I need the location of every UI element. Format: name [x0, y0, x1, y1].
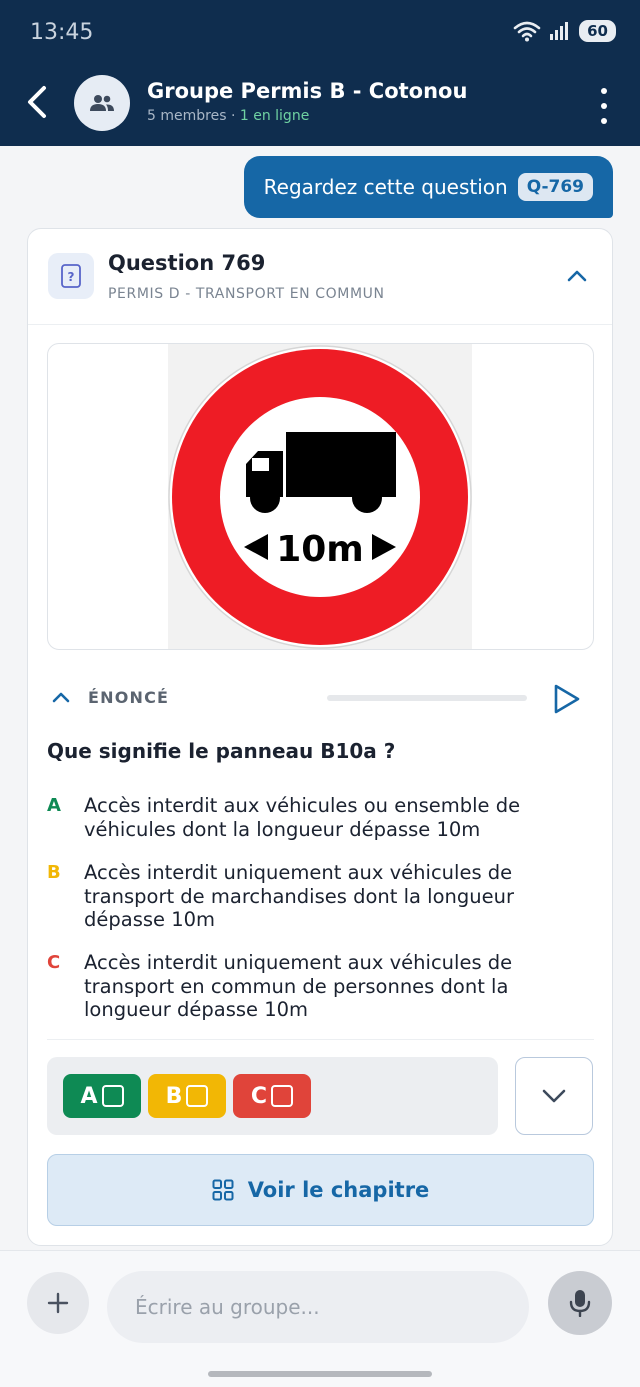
- chevron-up-icon: [566, 265, 588, 287]
- back-arrow-icon: [22, 82, 56, 122]
- divider: [47, 1039, 594, 1040]
- grid-icon: [212, 1179, 234, 1201]
- group-subtitle: [147, 108, 309, 124]
- expand-answer-button[interactable]: [515, 1057, 593, 1135]
- question-title: Question 769: [108, 251, 266, 275]
- composer: [0, 1250, 640, 1387]
- chevron-down-icon: [541, 1088, 567, 1104]
- answer-panel: [47, 1057, 498, 1135]
- checkbox-icon: [186, 1085, 208, 1107]
- play-button[interactable]: [550, 683, 582, 715]
- answer-chip-c[interactable]: C: [233, 1074, 311, 1118]
- plus-icon: [47, 1292, 69, 1314]
- checkbox-icon: [271, 1085, 293, 1107]
- status-time: 13:45: [30, 20, 94, 45]
- microphone-button[interactable]: [548, 1271, 612, 1335]
- group-title[interactable]: Groupe Permis B - Cotonou: [147, 79, 468, 103]
- wifi-icon: [513, 20, 541, 42]
- message-input[interactable]: [107, 1271, 529, 1343]
- status-icons: [513, 20, 616, 42]
- signal-icon: [549, 21, 571, 41]
- attach-button[interactable]: [27, 1272, 89, 1334]
- audio-progress[interactable]: [327, 695, 527, 701]
- collapse-button[interactable]: [566, 265, 588, 287]
- option-letter: A: [47, 795, 61, 816]
- question-text: Que signifie le panneau B10a ?: [47, 739, 396, 763]
- enonce-section: [50, 681, 590, 717]
- separator: ·: [230, 108, 236, 124]
- more-options-button[interactable]: [598, 88, 610, 124]
- enonce-label: ÉNONCÉ: [88, 688, 170, 707]
- group-icon: [89, 93, 115, 113]
- answer-chip-b[interactable]: B: [148, 1074, 226, 1118]
- question-icon: [60, 263, 82, 289]
- option-letter: B: [47, 862, 61, 883]
- option-letter: C: [47, 952, 61, 973]
- more-vertical-icon: [601, 88, 607, 94]
- question-card-header[interactable]: [28, 229, 612, 325]
- message-text: Regardez cette question: [263, 175, 508, 199]
- online-count: 1 en ligne: [239, 108, 310, 124]
- status-bar: [0, 0, 640, 66]
- svg-text:?: ?: [67, 270, 75, 284]
- chevron-up-icon: [50, 687, 72, 709]
- battery-indicator: 60: [579, 20, 616, 42]
- home-indicator: [208, 1371, 432, 1377]
- question-tag[interactable]: Q-769: [518, 173, 593, 201]
- member-count: 5 membres: [147, 108, 227, 124]
- sign-text: 10m: [276, 529, 364, 570]
- option-text: Accès interdit uniquement aux véhicules de transport en commun de personnes dont la longueur dépasse 10m: [84, 951, 513, 1021]
- chapter-label: Voir le chapitre: [247, 1178, 430, 1202]
- chat-header: [0, 66, 640, 146]
- road-sign-image[interactable]: [47, 343, 594, 650]
- answer-chip-a[interactable]: A: [63, 1074, 141, 1118]
- play-icon: [550, 683, 582, 715]
- option-text: Accès interdit aux véhicules ou ensemble de véhicules dont la longueur dépasse 10m: [84, 794, 521, 841]
- back-button[interactable]: [22, 82, 56, 122]
- question-category: PERMIS D - TRANSPORT EN COMMUN: [108, 286, 385, 302]
- group-avatar[interactable]: [74, 75, 130, 131]
- microphone-icon: [569, 1289, 591, 1317]
- chat-area[interactable]: [0, 146, 640, 1250]
- question-badge: [48, 253, 94, 299]
- checkbox-icon: [102, 1085, 124, 1107]
- message-bubble[interactable]: [244, 156, 613, 218]
- enonce-toggle[interactable]: [50, 687, 72, 709]
- question-card: [27, 228, 613, 1246]
- option-text: Accès interdit uniquement aux véhicules de transport de marchandises dont la longueur dépasse 10m: [84, 861, 514, 931]
- length-limit-sign-icon: [48, 344, 594, 650]
- view-chapter-button[interactable]: [47, 1154, 594, 1226]
